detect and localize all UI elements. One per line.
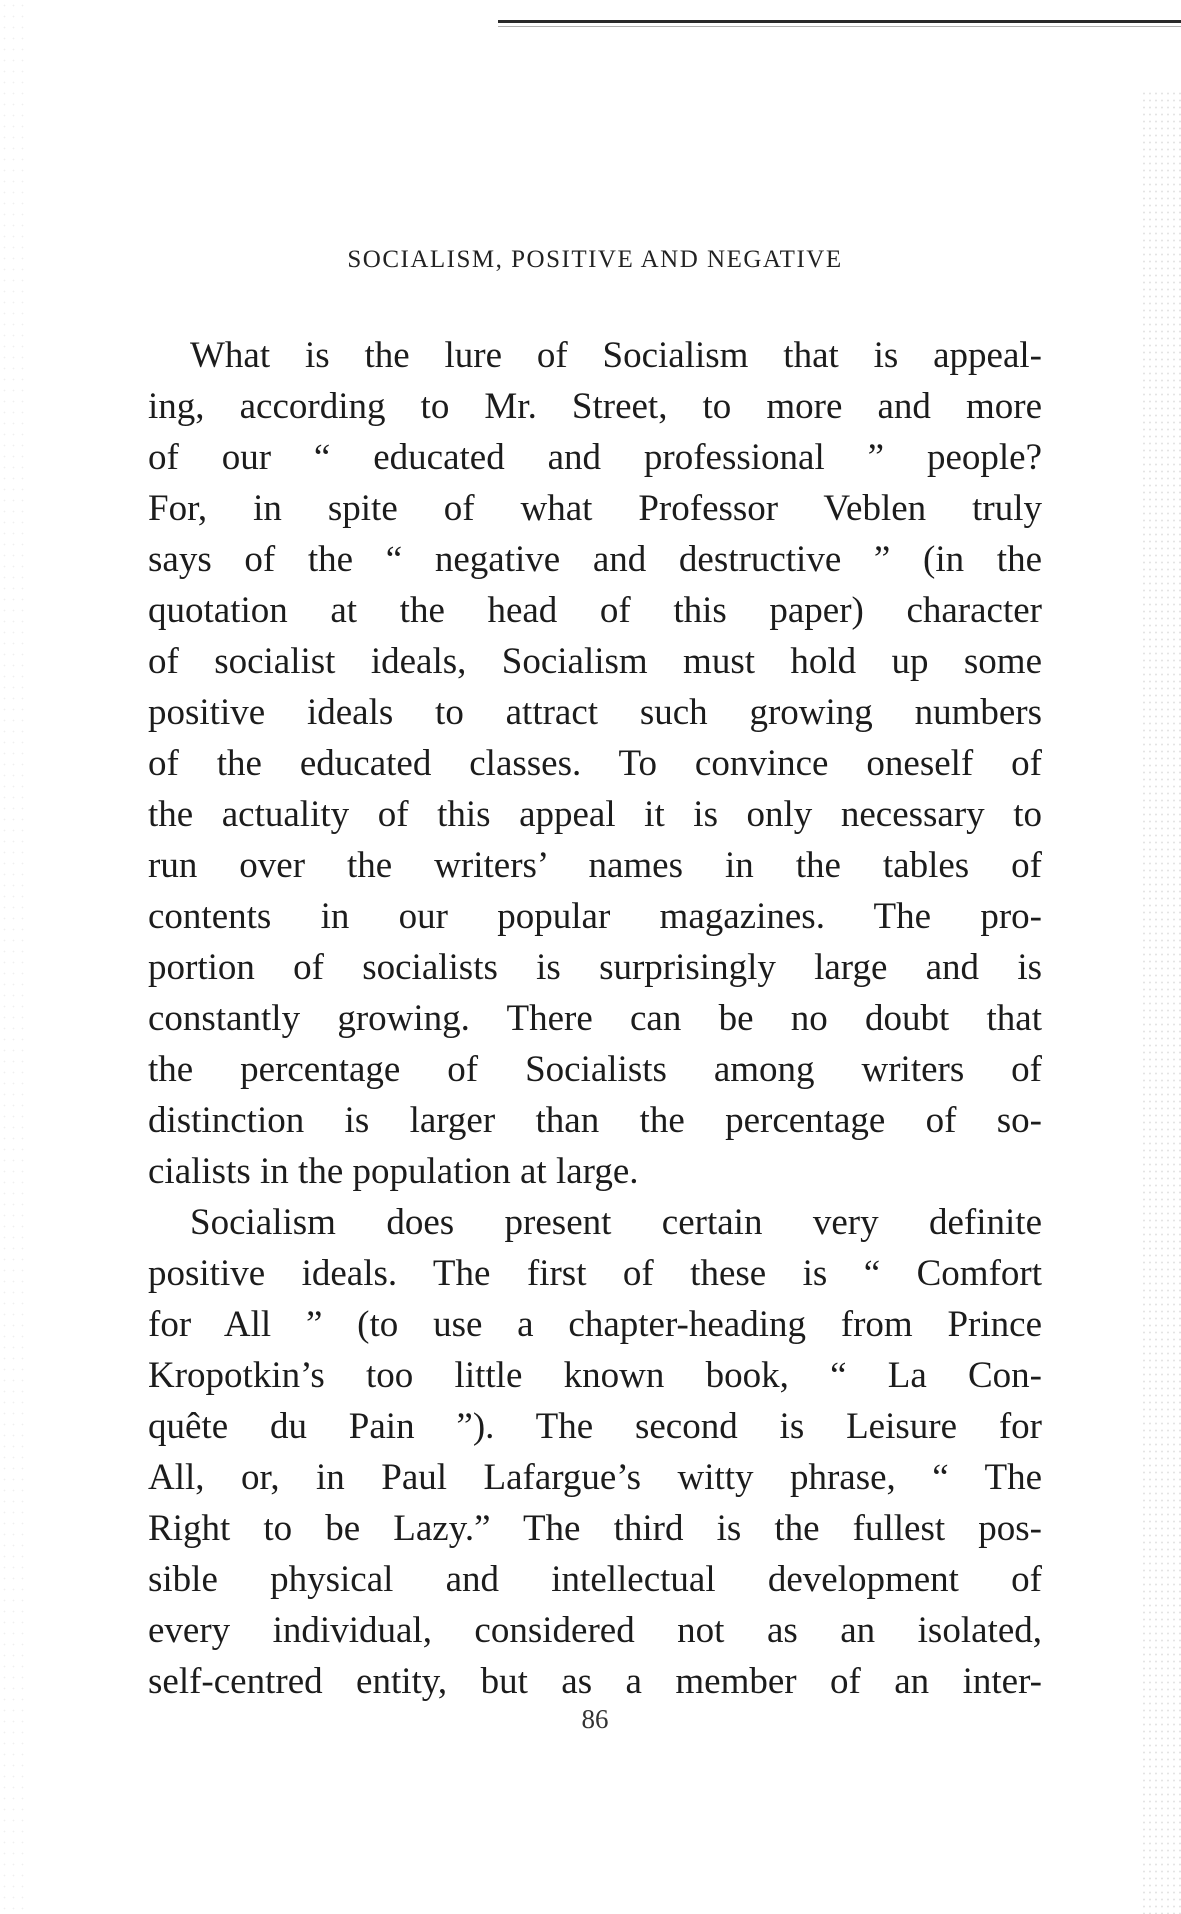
text-line: of socialist ideals, Socialism must hold up some [148, 641, 1042, 682]
text-line: distinction is larger than the percentage of so- [148, 1100, 1042, 1141]
text-line: every individual, considered not as an isolated, [148, 1610, 1042, 1651]
text-line: sible physical and intellectual development of [148, 1559, 1042, 1600]
text-line: For, in spite of what Professor Veblen truly [148, 488, 1042, 529]
text-line: positive ideals. The first of these is “ Comfort [148, 1253, 1042, 1294]
top-rule [498, 20, 1181, 23]
text-line: self-centred entity, but as a member of an inter- [148, 1661, 1042, 1702]
text-line: Kropotkin’s too little known book, “ La Con- [148, 1355, 1042, 1396]
text-line: All, or, in Paul Lafargue’s witty phrase, “ The [148, 1457, 1042, 1498]
text-line: ing, according to Mr. Street, to more and more [148, 386, 1042, 427]
text-line: positive ideals to attract such growing numbers [148, 692, 1042, 733]
text-line: portion of socialists is surprisingly large and is [148, 947, 1042, 988]
text-line: constantly growing. There can be no doubt that [148, 998, 1042, 1039]
paragraph-2 [148, 1197, 1042, 1707]
text-line: contents in our popular magazines. The pro- [148, 896, 1042, 937]
top-rule-shadow [498, 26, 1181, 27]
text-line: cialists in the population at large. [148, 1151, 639, 1192]
running-head: SOCIALISM, POSITIVE AND NEGATIVE [347, 246, 843, 273]
text-line: run over the writers’ names in the tables of [148, 845, 1042, 886]
text-line: the percentage of Socialists among writers of [148, 1049, 1042, 1090]
text-line: the actuality of this appeal it is only necessary to [148, 794, 1042, 835]
text-line: What is the lure of Socialism that is appeal- [190, 335, 1042, 376]
text-line: of our “ educated and professional ” people? [148, 437, 1042, 478]
page-number: 86 [581, 1704, 609, 1734]
paper-speckle-right [1141, 90, 1181, 1914]
text-line: for All ” (to use a chapter-heading from Prince [148, 1304, 1042, 1345]
text-line: says of the “ negative and destructive ” (in the [148, 539, 1042, 580]
text-line: quotation at the head of this paper) character [148, 590, 1042, 631]
body-text [148, 330, 1042, 1707]
text-line: of the educated classes. To convince oneself of [148, 743, 1042, 784]
text-line: Socialism does present certain very definite [190, 1202, 1042, 1243]
text-line: Right to be Lazy.” The third is the fullest pos- [148, 1508, 1042, 1549]
text-line: quête du Pain ”). The second is Leisure for [148, 1406, 1042, 1447]
paragraph-1 [148, 330, 1042, 1197]
paper-speckle-left [0, 0, 28, 1914]
